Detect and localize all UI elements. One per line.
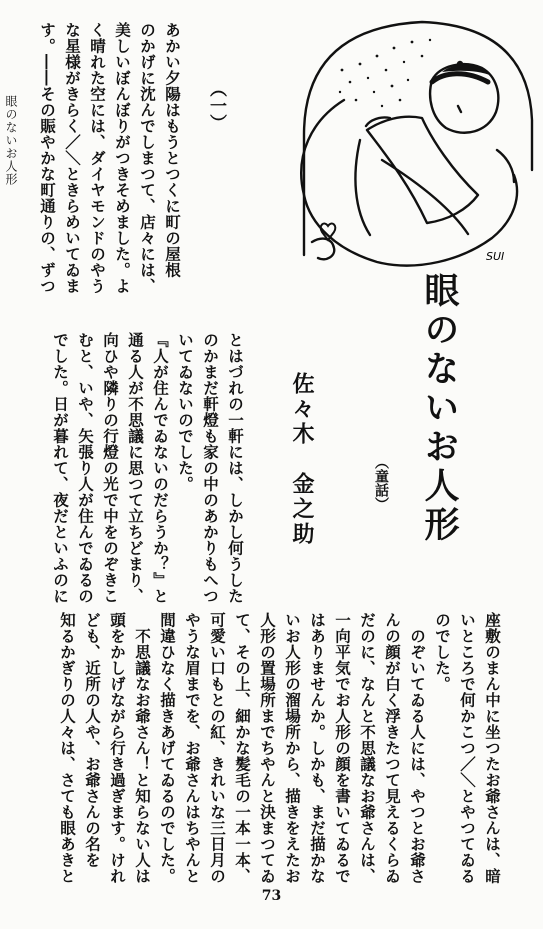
body-column: だのに、なんと不思議なお爺さんは、 (358, 612, 377, 884)
body-column: 頭をかしげながら行き過ぎます。けれ (108, 612, 127, 884)
body-column: いてゐないのでした。 (176, 332, 195, 492)
story-title: 眼のないお人形 (419, 272, 460, 545)
illustration-signature: SUI (486, 250, 505, 263)
body-column: す。――その賑やかな町通りの、ずつ (38, 22, 57, 294)
body-column: な星様がきらく／＼ときらめいてゐま (63, 22, 82, 294)
body-column: 間違ひなく描きあげてゐるのでした。 (158, 612, 177, 884)
body-column: 美しいぼんぼりがつきそめました。よ (113, 22, 132, 294)
page-number: 73 (261, 888, 282, 904)
body-column: 向ひや隣りの行燈の光で中をのぞきこ (101, 332, 120, 604)
section-number: （一） (206, 80, 226, 131)
running-head: 眼のないお人形 (4, 95, 18, 186)
body-column: のかげに沈んでしまつて、店々には、 (138, 22, 157, 294)
body-column: て、その上、細かな髪毛の一本一本、 (233, 612, 252, 884)
body-column: んの顔が白く浮きたつて見えるくらゐ (383, 612, 402, 884)
body-column: はありませんか。しかも、まだ描かな (308, 612, 327, 884)
body-column: 知るかぎりの人々は、さても眼あきと (58, 612, 77, 884)
body-column: あかい夕陽はもうとつくに町の屋根 (163, 22, 182, 278)
story-subtitle: （童話） (373, 455, 389, 511)
body-column: 座敷のまん中に坐つたお爺さんは、暗 (483, 612, 502, 884)
doll-illustration (282, 10, 540, 272)
author-name: 佐々木 金之助 (289, 372, 315, 547)
body-column: 不思議なお爺さん！と知らない人は (133, 612, 152, 884)
body-column: ども、近所の人や、お爺さんの名を (83, 612, 102, 868)
body-column: 可愛い口もとの紅、きれいな三日月の (208, 612, 227, 884)
body-column: 『人が住んでゐないのだらうか？』と (151, 332, 170, 604)
body-column: 一向平気でお人形の顔を書いてゐるで (333, 612, 352, 884)
body-column: いお人形の溜場所から、描きをえたお (283, 612, 302, 884)
body-column: とはづれの一軒には、しかし何うした (226, 332, 245, 604)
body-column: のかまだ軒燈も家の中のあかりもへつ (201, 332, 220, 604)
body-column: むと、いや、矢張り人が住んでゐるの (76, 332, 95, 604)
body-column: でした。日が暮れて、夜だといふのに (51, 332, 70, 604)
body-column: いところで何かこつ／＼とやつてゐる (458, 612, 477, 884)
body-column: のぞいてゐる人には、やつとお爺さ (408, 612, 427, 884)
body-column: のでした。 (433, 612, 452, 692)
body-column: 通る人が不思議に思つて立ちどまり、 (126, 332, 145, 604)
body-column: 人形の置場所までちやんと決まつてゐ (258, 612, 277, 884)
body-column: く晴れた空には、ダイヤモンドのやう (88, 22, 107, 294)
body-column: やうな眉までを、お爺さんはちやんと (183, 612, 202, 884)
